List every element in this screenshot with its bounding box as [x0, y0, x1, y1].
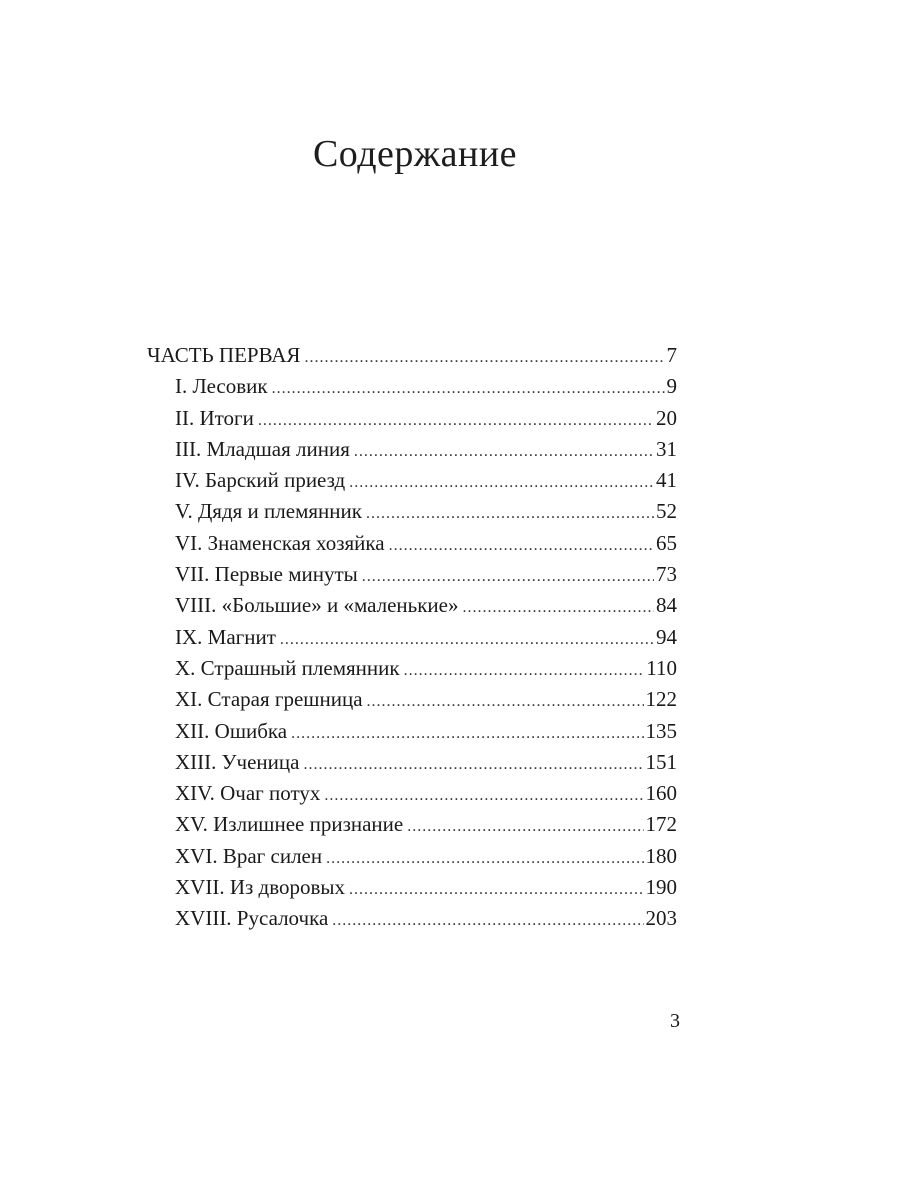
- table-of-contents: [147, 340, 677, 935]
- toc-leader-dots: [366, 498, 654, 529]
- toc-chapter-page: 135: [645, 718, 677, 743]
- toc-leader-dots: [280, 624, 654, 655]
- toc-chapter-label: XVII. Из дворовых: [175, 875, 346, 900]
- toc-chapter-label: VIII. «Большие» и «маленькие»: [175, 593, 459, 618]
- toc-chapter-page: 94: [656, 624, 677, 649]
- toc-chapter-row: [147, 747, 677, 778]
- toc-chapter-page: 20: [656, 405, 677, 430]
- toc-chapter-page: 41: [656, 468, 677, 493]
- toc-chapter-label: XI. Старая грешница: [175, 687, 363, 712]
- toc-chapter-label: VII. Первые минуты: [175, 562, 358, 587]
- toc-leader-dots: [326, 843, 643, 874]
- toc-leader-dots: [272, 373, 665, 404]
- toc-chapter-label: II. Итоги: [175, 405, 254, 430]
- toc-leader-dots: [389, 530, 654, 561]
- toc-chapter-row: [147, 841, 677, 872]
- toc-leader-dots: [291, 718, 643, 749]
- toc-part-row: [147, 340, 677, 371]
- toc-leader-dots: [349, 467, 654, 498]
- toc-chapter-label: I. Лесовик: [175, 374, 268, 399]
- toc-chapter-row: [147, 434, 677, 465]
- toc-leader-dots: [303, 749, 643, 780]
- toc-chapter-label: XVI. Враг силен: [175, 843, 323, 868]
- page-title: Содержание: [312, 133, 518, 175]
- toc-chapter-label: III. Младшая линия: [175, 436, 350, 461]
- toc-leader-dots: [362, 561, 654, 592]
- toc-chapter-row: [147, 528, 677, 559]
- toc-chapter-row: [147, 716, 677, 747]
- toc-chapter-label: V. Дядя и племянник: [175, 499, 362, 524]
- toc-chapter-row: [147, 809, 677, 840]
- toc-chapter-page: 110: [646, 655, 677, 680]
- toc-chapter-page: 84: [656, 593, 677, 618]
- toc-chapter-page: 52: [656, 499, 677, 524]
- toc-chapter-page: 190: [645, 875, 677, 900]
- toc-leader-dots: [407, 811, 643, 842]
- toc-chapter-page: 151: [645, 749, 677, 774]
- toc-chapter-row: [147, 653, 677, 684]
- toc-leader-dots: [258, 405, 654, 436]
- toc-chapter-label: XIV. Очаг потух: [175, 781, 321, 806]
- toc-chapter-row: [147, 778, 677, 809]
- toc-chapter-label: XIII. Ученица: [175, 749, 300, 774]
- toc-chapter-page: 122: [645, 687, 677, 712]
- toc-part-page: 7: [666, 343, 677, 367]
- toc-chapter-label: XVIII. Русалочка: [175, 906, 329, 931]
- toc-chapter-label: XV. Излишнее признание: [175, 812, 404, 837]
- toc-part-label: ЧАСТЬ ПЕРВАЯ: [147, 343, 301, 367]
- toc-chapter-page: 172: [645, 812, 677, 837]
- toc-leader-dots: [332, 905, 643, 936]
- toc-leader-dots: [404, 655, 645, 686]
- toc-chapter-row: [147, 371, 677, 402]
- toc-chapter-row: [147, 496, 677, 527]
- toc-chapter-label: IX. Магнит: [175, 624, 276, 649]
- toc-chapter-page: 180: [645, 843, 677, 868]
- toc-chapter-label: XII. Ошибка: [175, 718, 288, 743]
- toc-chapter-row: [147, 465, 677, 496]
- toc-chapter-page: 160: [645, 781, 677, 806]
- toc-chapter-row: [147, 684, 677, 715]
- toc-chapter-row: [147, 622, 677, 653]
- toc-chapter-label: X. Страшный племянник: [175, 655, 400, 680]
- toc-chapter-row: [147, 590, 677, 621]
- toc-chapter-row: [147, 903, 677, 934]
- toc-leader-dots: [304, 342, 664, 373]
- toc-chapter-row: [147, 559, 677, 590]
- toc-chapter-row: [147, 403, 677, 434]
- toc-chapter-page: 65: [656, 530, 677, 555]
- toc-chapter-page: 31: [656, 436, 677, 461]
- toc-leader-dots: [367, 686, 644, 717]
- toc-leader-dots: [324, 780, 643, 811]
- page-number: 3: [670, 1010, 680, 1032]
- toc-chapter-label: IV. Барский приезд: [175, 468, 346, 493]
- toc-chapter-label: VI. Знаменская хозяйка: [175, 530, 385, 555]
- toc-chapter-row: [147, 872, 677, 903]
- toc-chapter-page: 9: [666, 374, 677, 399]
- toc-leader-dots: [462, 592, 654, 623]
- toc-chapter-page: 73: [656, 562, 677, 587]
- toc-leader-dots: [349, 874, 643, 905]
- toc-chapter-page: 203: [645, 906, 677, 931]
- toc-leader-dots: [354, 436, 654, 467]
